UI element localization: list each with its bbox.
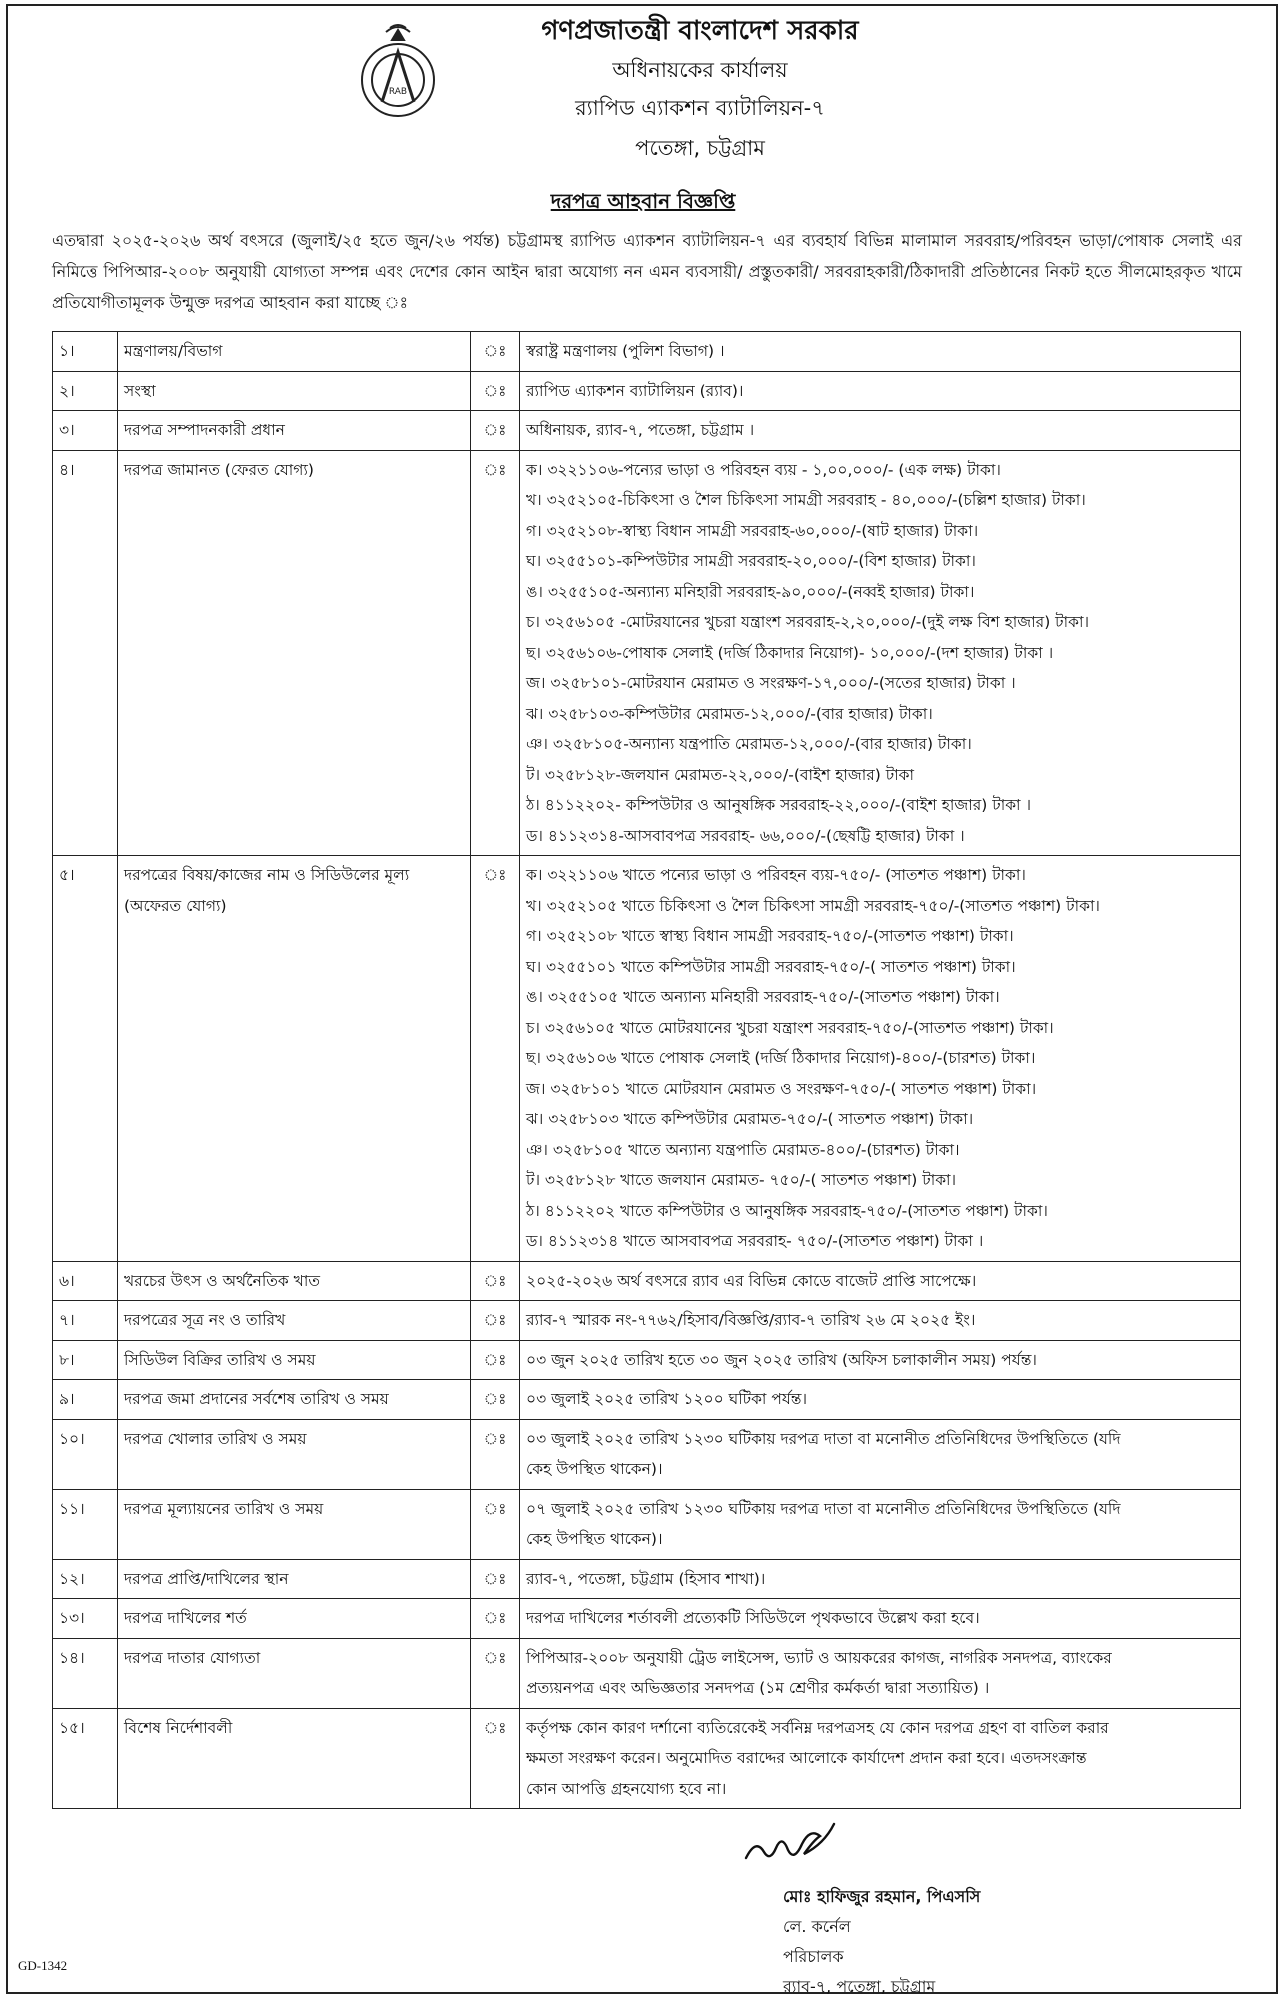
row-colon: ঃ	[471, 1599, 520, 1639]
tender-table	[52, 331, 1241, 1809]
value-line: খ। ৩২৫২১০৫ খাতে চিকিৎসা ও শৈল চিকিৎসা সামগ্রী সরবরাহ-৭৫০/-(সাতশত পঞ্চাশ) টাকা।	[526, 896, 1100, 915]
value-line: ক। ৩২২১১০৬ খাতে পন্যের ভাড়া ও পরিবহন ব্যয়-৭৫০/- (সাতশত পঞ্চাশ) টাকা।	[526, 866, 1026, 884]
value-line: ক। ৩২২১১০৬-পন্যের ভাড়া ও পরিবহন ব্যয় - ১,০০,০০০/- (এক লক্ষ) টাকা।	[526, 460, 1001, 479]
row-number: ৭।	[53, 1301, 118, 1341]
row-value	[520, 411, 1241, 451]
row-number: ৫।	[53, 856, 118, 1262]
row-colon: ঃ	[471, 371, 520, 411]
value-line: গ। ৩২৫২১০৮-স্বাস্থ্য বিধান সামগ্রী সরবরাহ-৬০,০০০/-(ষাট হাজার) টাকা।	[526, 521, 979, 540]
row-colon: ঃ	[471, 856, 520, 1262]
row-value	[520, 371, 1241, 411]
row-value	[520, 1261, 1241, 1301]
row-number: ১০।	[53, 1419, 118, 1489]
row-value	[520, 1489, 1241, 1559]
row-value	[520, 450, 1241, 856]
value-line: জ। ৩২৫৮১০১ খাতে মোটরযান মেরামত ও সংরক্ষণ-৭৫০/-( সাতশত পঞ্চাশ) টাকা।	[526, 1079, 1037, 1098]
row-colon: ঃ	[471, 450, 520, 856]
row-colon: ঃ	[471, 1380, 520, 1420]
row-number: ৬।	[53, 1261, 118, 1301]
row-number: ৩।	[53, 411, 118, 451]
table-row	[53, 371, 1241, 411]
row-label: দরপত্র সম্পাদনকারী প্রধান	[118, 411, 471, 451]
row-label: দরপত্র দাতার যোগ্যতা	[118, 1638, 471, 1708]
document-header	[0, 8, 1286, 158]
row-label: দরপত্র মূল্যায়নের তারিখ ও সময়	[118, 1489, 471, 1559]
table-row	[53, 1261, 1241, 1301]
logo-text: RAB	[388, 87, 408, 97]
row-label: সিডিউল বিক্রির তারিখ ও সময়	[118, 1340, 471, 1380]
signer-office: র‌্যাব-৭, পতেঙ্গা, চট্টগ্রাম	[783, 1977, 936, 1996]
row-label: মন্ত্রণালয়/বিভাগ	[118, 332, 471, 372]
value-line: খ। ৩২৫২১০৫-চিকিৎসা ও শৈল চিকিৎসা সামগ্রী সরবরাহ - ৪০,০০০/-(চল্লিশ হাজার) টাকা।	[526, 491, 1086, 509]
value-line: ঙ। ৩২৫৫১০৫-অন্যান্য মনিহারী সরবরাহ-৯০,০০০/-(নব্বই হাজার) টাকা।	[526, 582, 975, 601]
intro-paragraph: এতদ্বারা ২০২৫-২০২৬ অর্থ বৎসরে (জুলাই/২৫ হতে জুন/২৬ পর্যন্ত) চট্টগ্রামস্থ র‌্যাপিড এ্যাকশন ব্যাটালিয়ন-৭ এর ব্যবহার্য বিভিন্ন মালামাল সরবরাহ/পরিবহন ভাড়া/পোষাক সেলাই এর নিমিত্তে পিপিআর-২০০৮ অনুযায়ী যোগ্যতা সম্পন্ন এবং দেশের কোন আইন দ্বারা অযোগ্য নন এমন ব্যবসায়ী/ প্রস্তুতকারী/ সরবরাহকারী/ঠিকাদারী প্রতিষ্ঠানের নিকট হতে সীলমোহরকৃত খামে প্রতিযোগীতামূলক উন্মুক্ত দরপত্র আহবান করা যাচ্ছে ঃ	[52, 231, 1242, 312]
table-row	[53, 332, 1241, 372]
table-row	[53, 1489, 1241, 1559]
row-value	[520, 1301, 1241, 1341]
value-line: ২০২৫-২০২৬ অর্থ বৎসরে র‌্যাব এর বিভিন্ন কোডে বাজেট প্রাপ্তি সাপেক্ষে।	[526, 1271, 977, 1290]
table-row	[53, 1599, 1241, 1639]
row-label: দরপত্র জামানত (ফেরত যোগ্য)	[118, 450, 471, 856]
value-line: গ। ৩২৫২১০৮ খাতে স্বাস্থ্য বিধান সামগ্রী সরবরাহ-৭৫০/-(সাতশত পঞ্চাশ) টাকা।	[526, 927, 1014, 945]
value-line: ঙ। ৩২৫৫১০৫ খাতে অন্যান্য মনিহারী সরবরাহ-৭৫০/-(সাতশত পঞ্চাশ) টাকা।	[526, 988, 1000, 1006]
row-colon: ঃ	[471, 411, 520, 451]
row-colon: ঃ	[471, 1340, 520, 1380]
row-colon: ঃ	[471, 1708, 520, 1809]
signature-scribble	[738, 1820, 848, 1868]
row-colon: ঃ	[471, 1301, 520, 1341]
row-label: দরপত্র দাখিলের শর্ত	[118, 1599, 471, 1639]
office-title: অধিনায়কের কার্যালয়	[612, 58, 788, 82]
row-number: ৪।	[53, 450, 118, 856]
value-line: ঝ। ৩২৫৮১০৩-কম্পিউটার মেরামত-১২,০০০/-(বার হাজার) টাকা।	[526, 704, 933, 723]
row-label: খরচের উৎস ও অর্থনৈতিক খাত	[118, 1261, 471, 1301]
value-line: কোন আপত্তি গ্রহনযোগ্য হবে না।	[526, 1779, 727, 1798]
rab-emblem-icon	[352, 22, 444, 122]
value-line: ড। ৪১১২৩১৪ খাতে আসবাবপত্র সরবরাহ- ৭৫০/-(সাতশত পঞ্চাশ) টাকা ।	[526, 1232, 984, 1250]
value-line: ঞ। ৩২৫৮১০৫ খাতে অন্যান্য যন্ত্রপাতি মেরামত-৪০০/-(চারশত) টাকা।	[526, 1140, 960, 1159]
row-label: দরপত্রের বিষয়/কাজের নাম ও সিডিউলের মূল্য (অফেরত যোগ্য)	[118, 856, 471, 1262]
row-number: ১২।	[53, 1559, 118, 1599]
value-line: কেহ উপস্থিত থাকেন)।	[526, 1530, 663, 1548]
row-value	[520, 1708, 1241, 1809]
row-number: ১।	[53, 332, 118, 372]
value-line: চ। ৩২৫৬১০৫ -মোটরযানের খুচরা যন্ত্রাংশ সরবরাহ-২,২০,০০০/-(দুই লক্ষ বিশ হাজার) টাকা।	[526, 613, 1089, 631]
row-colon: ঃ	[471, 1419, 520, 1489]
value-line: ০৩ জুলাই ২০২৫ তারিখ ১২৩০ ঘটিকায় দরপত্র দাতা বা মনোনীত প্রতিনিধিদের উপস্থিতিতে (যদি	[526, 1429, 1121, 1448]
signer-rank: লে. কর্নেল	[783, 1917, 851, 1936]
value-line: ঠ। ৪১১২২০২- কম্পিউটার ও আনুষঙ্গিক সরবরাহ-২২,০০০/-(বাইশ হাজার) টাকা ।	[526, 796, 1032, 814]
row-colon: ঃ	[471, 1559, 520, 1599]
signer-title: পরিচালক	[783, 1947, 844, 1966]
value-line: অধিনায়ক, র‌্যাব-৭, পতেঙ্গা, চট্টগ্রাম ।	[526, 421, 755, 439]
value-line: স্বরাষ্ট্র মন্ত্রণালয় (পুলিশ বিভাগ) ।	[526, 342, 725, 360]
value-line: কর্তৃপক্ষ কোন কারণ দর্শানো ব্যতিরেকেই সর্বনিম্ন দরপত্রসহ যে কোন দরপত্র গ্রহণ বা বাতিল করার	[526, 1718, 1109, 1737]
notice-title: দরপত্র আহবান বিজ্ঞপ্তি	[550, 189, 736, 213]
signer-name: মোঃ হাফিজুর রহমান, পিএসসি	[783, 1887, 981, 1906]
table-row	[53, 450, 1241, 856]
value-line: ট। ৩২৫৮১২৮ খাতে জলযান মেরামত- ৭৫০/-( সাতশত পঞ্চাশ) টাকা।	[526, 1171, 957, 1189]
value-line: প্রত্যয়নপত্র এবং অভিজ্ঞতার সনদপত্র (১ম শ্রেণীর কর্মকর্তা দ্বারা সত্যায়িত) ।	[526, 1679, 990, 1697]
value-line: কেহ উপস্থিত থাকেন)।	[526, 1460, 663, 1478]
value-line: ঘ। ৩২৫৫১০১-কম্পিউটার সামগ্রী সরবরাহ-২০,০০০/-(বিশ হাজার) টাকা।	[526, 552, 976, 570]
value-line: র‌্যাপিড এ্যাকশন ব্যাটালিয়ন (র‌্যাব)।	[526, 381, 744, 400]
row-number: ১৫।	[53, 1708, 118, 1809]
value-line: ০৭ জুলাই ২০২৫ তারিখ ১২৩০ ঘটিকায় দরপত্র দাতা বা মনোনীত প্রতিনিধিদের উপস্থিতিতে (যদি	[526, 1499, 1121, 1518]
table-row	[53, 411, 1241, 451]
value-line: ঞ। ৩২৫৮১০৫-অন্যান্য যন্ত্রপাতি মেরামত-১২,০০০/-(বার হাজার) টাকা।	[526, 735, 972, 753]
table-row	[53, 1638, 1241, 1708]
value-line: ঘ। ৩২৫৫১০১ খাতে কম্পিউটার সামগ্রী সরবরাহ-৭৫০/-( সাতশত পঞ্চাশ) টাকা।	[526, 957, 1016, 976]
row-label: দরপত্র খোলার তারিখ ও সময়	[118, 1419, 471, 1489]
gd-number: GD-1342	[18, 1958, 68, 1973]
row-number: ১১।	[53, 1489, 118, 1559]
row-colon: ঃ	[471, 1489, 520, 1559]
row-label: বিশেষ নির্দেশাবলী	[118, 1708, 471, 1809]
table-row	[53, 1708, 1241, 1809]
value-line: ছ। ৩২৫৬১০৬ খাতে পোষাক সেলাই (দর্জি ঠিকাদার নিয়োগ)-৪০০/-(চারশত) টাকা।	[526, 1049, 1036, 1067]
row-value	[520, 1559, 1241, 1599]
row-colon: ঃ	[471, 332, 520, 372]
row-value	[520, 1380, 1241, 1420]
value-line: জ। ৩২৫৮১০১-মোটরযান মেরামত ও সংরক্ষণ-১৭,০০০/-(সতের হাজার) টাকা ।	[526, 674, 1016, 692]
value-line: ঝ। ৩২৫৮১০৩ খাতে কম্পিউটার মেরামত-৭৫০/-( সাতশত পঞ্চাশ) টাকা।	[526, 1110, 974, 1128]
row-label: দরপত্র জমা প্রদানের সর্বশেষ তারিখ ও সময়	[118, 1380, 471, 1420]
row-value	[520, 1599, 1241, 1639]
value-line: ঠ। ৪১১২২০২ খাতে কম্পিউটার ও আনুষঙ্গিক সরবরাহ-৭৫০/-(সাতশত পঞ্চাশ) টাকা।	[526, 1201, 1048, 1220]
signature-block	[783, 1882, 980, 2002]
value-line: ড। ৪১১২৩১৪-আসবাবপত্র সরবরাহ- ৬৬,০০০/-(ছেষট্টি হাজার) টাকা ।	[526, 826, 965, 845]
value-line: ০৩ জুন ২০২৫ তারিখ হতে ৩০ জুন ২০২৫ তারিখ (অফিস চলাকালীন সময়) পর্যন্ত।	[526, 1350, 1037, 1369]
row-value	[520, 1340, 1241, 1380]
value-line: দরপত্র দাখিলের শর্তাবলী প্রত্যেকটি সিডিউলে পৃথকভাবে উল্লেখ করা হবে।	[526, 1609, 980, 1627]
value-line: ক্ষমতা সংরক্ষণ করেন। অনুমোদিত বরাদ্দের আলোকে কার্যাদেশ প্রদান করা হবে। এতদসংক্রান্ত	[526, 1749, 1087, 1767]
value-line: র‌্যাব-৭ স্মারক নং-৭৭৬২/হিসাব/বিজ্ঞপ্তি/র‌্যাব-৭ তারিখ ২৬ মে ২০২৫ ইং।	[526, 1311, 976, 1329]
value-line: র‌্যাব-৭, পতেঙ্গা, চট্টগ্রাম (হিসাব শাখা)।	[526, 1569, 766, 1588]
row-value	[520, 1638, 1241, 1708]
row-label: সংস্থা	[118, 371, 471, 411]
value-line: ট। ৩২৫৮১২৮-জলযান মেরামত-২২,০০০/-(বাইশ হাজার) টাকা	[526, 765, 914, 784]
unit-title: র‌্যাপিড এ্যাকশন ব্যাটালিয়ন-৭	[575, 96, 825, 120]
value-line: পিপিআর-২০০৮ অনুযায়ী ট্রেড লাইসেন্স, ভ্যাট ও আয়করের কাগজ, নাগরিক সনদপত্র, ব্যাংকের	[526, 1648, 1112, 1667]
value-line: চ। ৩২৫৬১০৫ খাতে মোটরযানের খুচরা যন্ত্রাংশ সরবরাহ-৭৫০/-(সাতশত পঞ্চাশ) টাকা।	[526, 1018, 1054, 1037]
row-value	[520, 856, 1241, 1262]
row-colon: ঃ	[471, 1261, 520, 1301]
table-row	[53, 1559, 1241, 1599]
table-row	[53, 1340, 1241, 1380]
table-row	[53, 1380, 1241, 1420]
row-number: ৯।	[53, 1380, 118, 1420]
row-value	[520, 1419, 1241, 1489]
value-line: ০৩ জুলাই ২০২৫ তারিখ ১২০০ ঘটিকা পর্যন্ত।	[526, 1390, 808, 1408]
row-number: ১৩।	[53, 1599, 118, 1639]
government-title: গণপ্রজাতন্ত্রী বাংলাদেশ সরকার	[541, 16, 859, 46]
row-number: ২।	[53, 371, 118, 411]
row-colon: ঃ	[471, 1638, 520, 1708]
table-row	[53, 856, 1241, 1262]
row-label: দরপত্রের সূত্র নং ও তারিখ	[118, 1301, 471, 1341]
table-row	[53, 1419, 1241, 1489]
row-label: দরপত্র প্রাপ্তি/দাখিলের স্থান	[118, 1559, 471, 1599]
row-number: ৮।	[53, 1340, 118, 1380]
row-number: ১৪।	[53, 1638, 118, 1708]
row-value	[520, 332, 1241, 372]
location-title: পতেঙ্গা, চট্টগ্রাম	[635, 136, 765, 160]
value-line: ছ। ৩২৫৬১০৬-পোষাক সেলাই (দর্জি ঠিকাদার নিয়োগ)- ১০,০০০/-(দশ হাজার) টাকা ।	[526, 643, 1054, 662]
table-row	[53, 1301, 1241, 1341]
